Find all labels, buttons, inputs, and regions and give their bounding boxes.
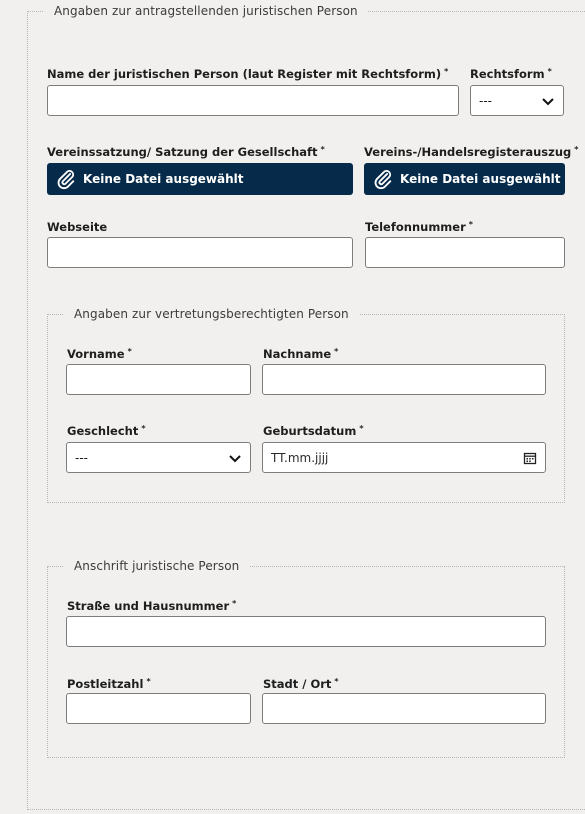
calendar-icon[interactable]	[523, 451, 537, 465]
legal-form-label: Rechtsform *	[470, 67, 552, 81]
chevron-down-icon	[228, 451, 242, 465]
city-label: Stadt / Ort *	[263, 677, 339, 691]
register-extract-file-text: Keine Datei ausgewählt	[400, 172, 561, 186]
legal-form-value: ---	[479, 93, 492, 108]
name-input[interactable]	[47, 85, 459, 116]
city-input[interactable]	[262, 693, 546, 724]
name-label: Name der juristischen Person (laut Register mit Rechtsform) *	[47, 67, 449, 81]
last-name-label: Nachname *	[263, 347, 339, 361]
address-section	[47, 559, 565, 758]
representative-section	[47, 307, 565, 503]
representative-section-legend: Angaben zur vertretungsberechtigten Person	[74, 307, 349, 321]
chevron-down-icon	[541, 94, 555, 108]
legal-form-select[interactable]	[470, 85, 564, 116]
gender-select[interactable]	[66, 442, 251, 473]
phone-input[interactable]	[365, 237, 565, 268]
register-extract-file-button[interactable]	[364, 163, 565, 195]
paperclip-icon	[372, 168, 394, 190]
gender-label: Geschlecht *	[67, 424, 146, 438]
statute-label: Vereinssatzung/ Satzung der Gesellschaft *	[47, 145, 325, 159]
birthdate-label: Geburtsdatum *	[263, 424, 364, 438]
birthdate-placeholder: TT.mm.jjjj	[271, 450, 329, 465]
birthdate-input[interactable]	[262, 442, 546, 473]
gender-value: ---	[75, 450, 88, 465]
first-name-input[interactable]	[66, 364, 251, 395]
last-name-input[interactable]	[262, 364, 546, 395]
register-extract-label: Vereins-/Handelsregisterauszug *	[364, 145, 579, 159]
street-label: Straße und Hausnummer *	[67, 599, 237, 613]
statute-file-button[interactable]	[47, 163, 353, 195]
website-input[interactable]	[47, 237, 353, 268]
zip-input[interactable]	[66, 693, 251, 724]
statute-file-text: Keine Datei ausgewählt	[83, 172, 244, 186]
phone-label: Telefonnummer *	[365, 220, 473, 234]
address-section-legend: Anschrift juristische Person	[74, 559, 240, 573]
paperclip-icon	[55, 168, 77, 190]
street-input[interactable]	[66, 616, 546, 647]
website-label: Webseite	[47, 220, 108, 234]
zip-label: Postleitzahl *	[67, 677, 151, 691]
first-name-label: Vorname *	[67, 347, 132, 361]
applicant-section-legend: Angaben zur antragstellenden juristischen Person	[54, 4, 358, 18]
